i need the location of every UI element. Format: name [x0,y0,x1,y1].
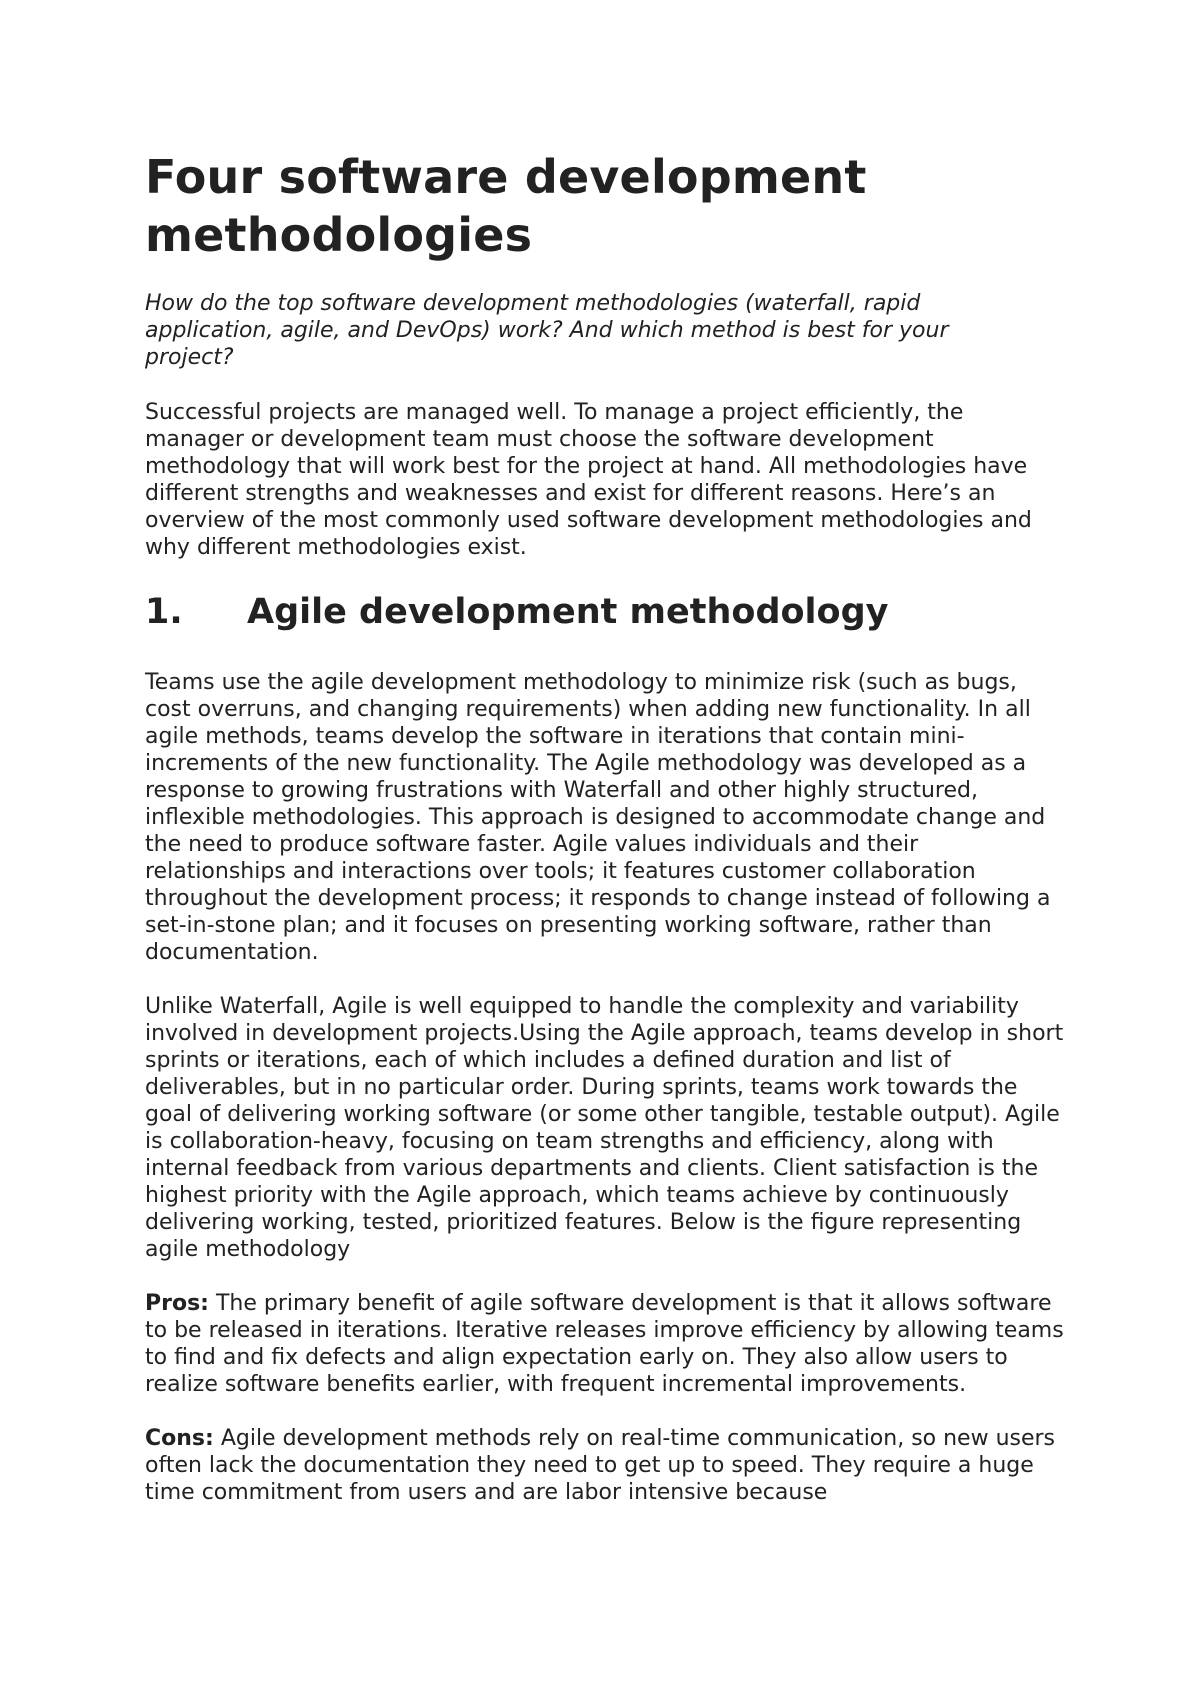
pros-paragraph [145,1290,1065,1398]
agile-paragraph-2: Unlike Waterfall, Agile is well equipped to handle the complexity and variability involved in development projects.Using the Agile approach, teams develop in short sprints or iterations, each of which includes a defined duration and list of deliverables, but in no particular order. During sprints, teams work towards the goal of delivering working software (or some other tangible, testable output). Agile is collaboration-heavy, focusing on team strengths and efficiency, along with internal feedback from various departments and clients. Client satisfaction is the highest priority with the Agile approach, which teams achieve by continuously delivering working, tested, prioritized features. Below is the figure representing agile methodology [145,994,1064,1262]
document-page [145,148,1065,1506]
section-heading-agile [145,590,1065,634]
cons-paragraph [145,1425,1065,1506]
cons-label: Cons: [145,1426,214,1451]
document-title: Four software development methodologies [145,150,867,262]
pros-label: Pros: [145,1291,209,1316]
section-title: Agile development methodology [247,592,889,632]
agile-paragraph-1: Teams use the agile development methodology to minimize risk (such as bugs, cost overruns, and changing requirements) when adding new functionality. In all agile methods, teams develop the software in iterations that contain mini-increments of the new functionality. The Agile methodology was developed as a response to growing frustrations with Waterfall and other highly structured, inflexible methodologies. This approach is designed to accommodate change and the need to produce software faster. Agile values individuals and their relationships and interactions over tools; it features customer collaboration throughout the development process; it responds to change instead of following a set-in-stone plan; and it focuses on presenting working software, rather than documentation. [145,670,1051,965]
section-number: 1. [145,592,183,632]
intro-paragraph: Successful projects are managed well. To manage a project efficiently, the manager or development team must choose the software development methodology that will work best for the project at hand. All methodologies have different strengths and weaknesses and exist for different reasons. Here’s an overview of the most commonly used software development methodologies and why different methodologies exist. [145,400,1032,560]
cons-text: Agile development methods rely on real-time communication, so new users often lack the documentation they need to get up to speed. They require a huge time commitment from users and are labor intensive because [145,1426,1056,1505]
document-subtitle: How do the top software development methodologies (waterfall, rapid application, agile, and DevOps) work? And which method is best for your project? [145,291,949,370]
pros-text: The primary benefit of agile software development is that it allows software to be released in iterations. Iterative releases improve efficiency by allowing teams to find and fix defects and align expectation early on. They also allow users to realize software benefits earlier, with frequent incremental improvements. [145,1291,1064,1397]
